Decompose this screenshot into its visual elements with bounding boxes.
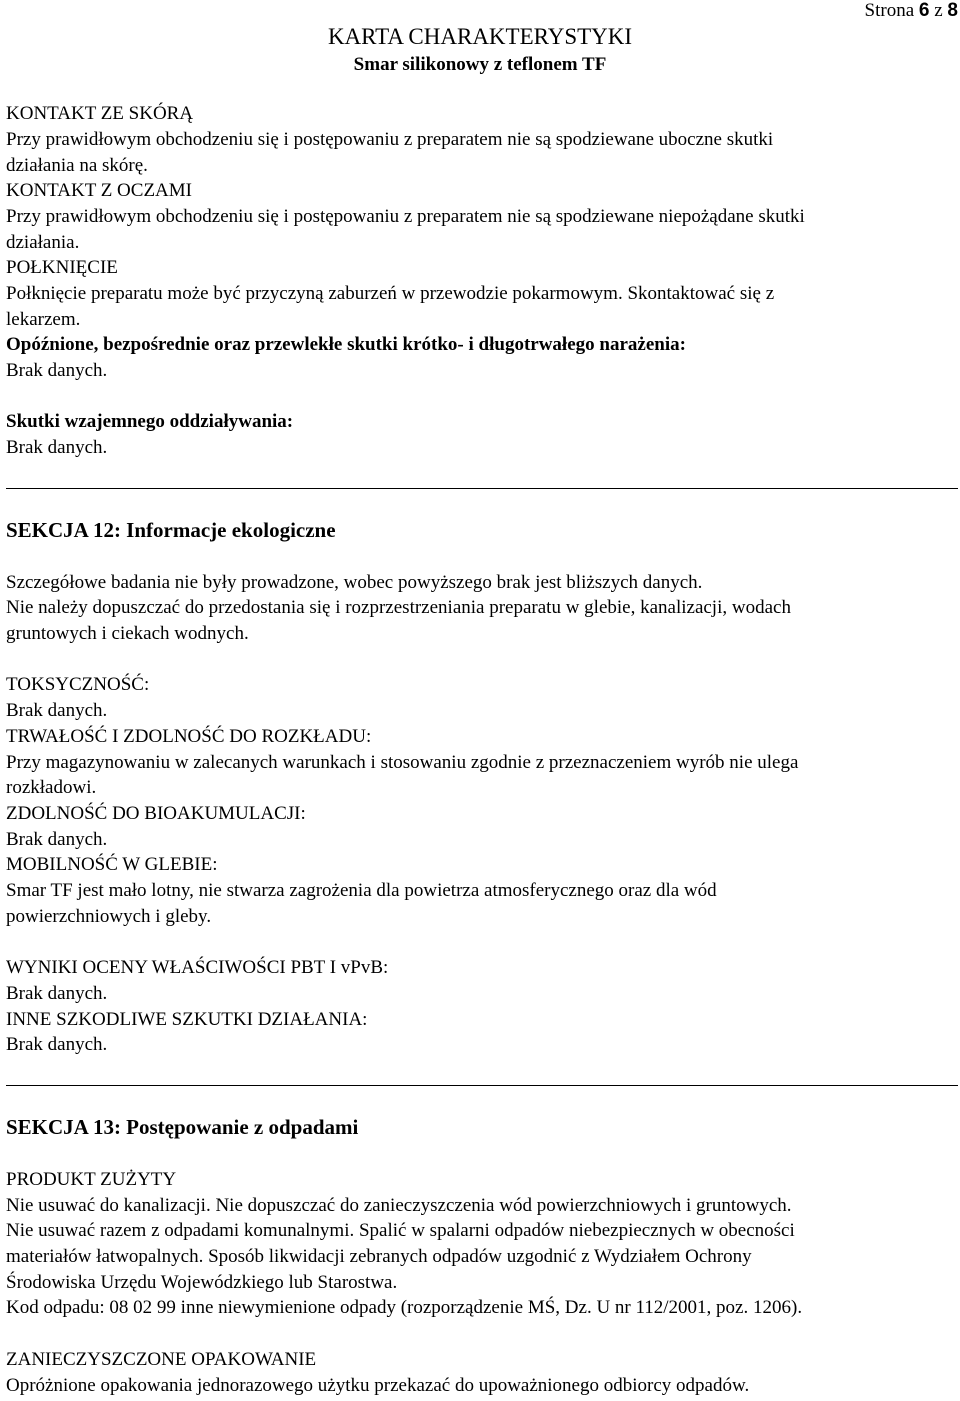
swallow-text-line1: Połknięcie preparatu może być przyczyną zaburzeń w przewodzie pokarmowym. Skontaktować się z <box>6 283 775 304</box>
mobility-text-line1: Smar TF jest mało lotny, nie stwarza zagrożenia dla powietrza atmosferycznego oraz dla wód <box>6 880 717 901</box>
swallow-text-line2: lekarzem. <box>6 309 81 330</box>
bioaccumulation-heading: ZDOLNOŚĆ DO BIOAKUMULACJI: <box>6 803 306 824</box>
section-divider <box>6 1085 958 1086</box>
pbt-text: Brak danych. <box>6 983 108 1004</box>
eco-intro-line3: gruntowych i ciekach wodnych. <box>6 623 249 644</box>
pbt-heading: WYNIKI OCENY WŁAŚCIWOŚCI PBT I vPvB: <box>6 957 389 978</box>
eco-intro-line2: Nie należy dopuszczać do przedostania się i rozprzestrzeniania preparatu w glebie, kanalizacji, wodach <box>6 597 791 618</box>
waste-code-line: Kod odpadu: 08 02 99 inne niewymienione odpady (rozporządzenie MŚ, Dz. U nr 112/2001, poz. 1206). <box>6 1297 803 1318</box>
durability-heading: TRWAŁOŚĆ I ZDOLNOŚĆ DO ROZKŁADU: <box>6 726 372 747</box>
used-product-line4: Środowiska Urzędu Wojewódzkiego lub Starostwa. <box>6 1272 398 1293</box>
used-product-line1: Nie usuwać do kanalizacji. Nie dopuszczać do zanieczyszczenia wód powierzchniowych i gruntowych. <box>6 1195 792 1216</box>
toxicity-heading: TOKSYCZNOŚĆ: <box>6 674 150 695</box>
page-total: 8 <box>947 0 958 21</box>
toxicity-text: Brak danych. <box>6 700 108 721</box>
delayed-effects-text: Brak danych. <box>6 360 108 381</box>
document-title: KARTA CHARAKTERYSTYKI <box>327 24 633 49</box>
swallow-heading: POŁKNIĘCIE <box>6 257 118 278</box>
used-product-line2: Nie usuwać razem z odpadami komunalnymi. Spalić w spalarni odpadów niebezpiecznych w obecności <box>6 1220 795 1241</box>
skin-heading: KONTAKT ZE SKÓRĄ <box>6 103 194 124</box>
page-current: 6 <box>918 0 930 21</box>
document-subtitle: Smar silikonowy z teflonem TF <box>353 54 607 75</box>
durability-text-line2: rozkładowi. <box>6 777 97 798</box>
mobility-text-line2: powierzchniowych i gleby. <box>6 906 212 927</box>
bioaccumulation-text: Brak danych. <box>6 829 108 850</box>
skin-text-line1: Przy prawidłowym obchodzeniu się i postępowaniu z preparatem nie są spodziewane uboczne skutki <box>6 129 774 150</box>
eyes-text-line1: Przy prawidłowym obchodzeniu się i postępowaniu z preparatem nie są spodziewane niepożądane skutki <box>6 206 805 227</box>
used-product-line3: materiałów łatwopalnych. Sposób likwidacji zebranych odpadów uzgodnić z Wydziałem Ochrony <box>6 1246 752 1267</box>
interaction-heading: Skutki wzajemnego oddziaływania: <box>6 411 294 432</box>
other-effects-text: Brak danych. <box>6 1034 108 1055</box>
packaging-heading: ZANIECZYSZCZONE OPAKOWANIE <box>6 1349 317 1370</box>
eco-intro-line1: Szczegółowe badania nie były prowadzone, wobec powyższego brak jest bliższych danych. <box>6 572 703 593</box>
page-separator: z <box>934 0 943 21</box>
durability-text-line1: Przy magazynowaniu w zalecanych warunkach i stosowaniu zgodnie z przeznaczeniem wyrób nie ulega <box>6 752 799 773</box>
other-effects-heading: INNE SZKODLIWE SZKUTKI DZIAŁANIA: <box>6 1009 368 1030</box>
mobility-heading: MOBILNOŚĆ W GLEBIE: <box>6 854 218 875</box>
delayed-effects-heading: Opóźnione, bezpośrednie oraz przewlekłe skutki krótko- i długotrwałego narażenia: <box>6 334 686 355</box>
packaging-text: Opróżnione opakowania jednorazowego użytku przekazać do upoważnionego odbiorcy odpadów. <box>6 1375 750 1396</box>
page-number <box>865 0 958 22</box>
skin-text-line2: działania na skórę. <box>6 155 148 176</box>
section12-heading: SEKCJA 12: Informacje ekologiczne <box>6 518 336 542</box>
section-divider <box>6 488 958 489</box>
eyes-text-line2: działania. <box>6 232 80 253</box>
eyes-heading: KONTAKT Z OCZAMI <box>6 180 193 201</box>
section13-heading: SEKCJA 13: Postępowanie z odpadami <box>6 1115 359 1139</box>
used-product-heading: PRODUKT ZUŻYTY <box>6 1169 177 1190</box>
interaction-text: Brak danych. <box>6 437 108 458</box>
page-prefix: Strona <box>864 0 915 21</box>
